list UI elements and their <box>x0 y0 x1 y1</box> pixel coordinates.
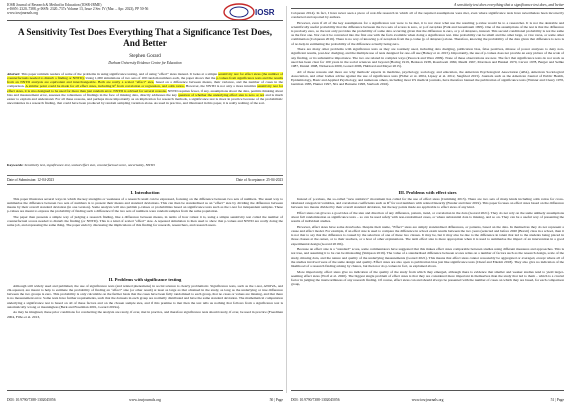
section-1-body <box>7 197 283 229</box>
page-divider <box>286 6 287 393</box>
paragraph: Colquoun 2014). In fact, I have never seen a piece of real-life research in which all of the required assumptions were met, even where significance tests have nevertheless been incorrectly conducted and reported by authors. <box>291 11 564 20</box>
footer-page: 50 | Page <box>269 398 283 402</box>
highlighted-text: sensitivity test for effect sizes, it is also designed to be used for more than just random error. NNTD is advised for several reasons. <box>7 84 283 93</box>
logo-text: IOSR <box>255 8 275 17</box>
paragraph: There are many other problems with significance tests as they are routinely used, including data dredging, publication bias, false positives, misuse of power analyses to deny non-significant results, post-hoc dredging, and the multiple use of tests designed for one-off use (Halsey et al. 2015). Importantly, the use of p-values does not provide an easy picture of the scale of any finding, or its substantive importance. The two are related in complex ways (Peacock and Ware 2009). None of these observations are new. The fact that significance tests do not work as used has been clear for 100 years in the social sciences and beyond (Boring 1919, Berkson 1938, Rozeboom 1960, Meehl 1967, Morrison and Henkel 1970, Carver 1978, Berger and Sellke 1987, Daniel 1998, Nickerson 2000, Gorard 2006, Hubbard and Meyer 2015). <box>291 47 564 68</box>
dates-rule-bottom <box>7 184 283 185</box>
abstract-text: Using 1,000 simulations of two sets of 100 random numbers each, the paper shows that the <box>84 76 217 81</box>
header-rule <box>291 8 564 9</box>
footer-rule <box>291 390 564 391</box>
keywords-text: Sensitivity test, significance test, scaled effect size, counterfactual score, uncertainty, NNTD <box>23 163 155 167</box>
footer-rule <box>7 390 283 391</box>
dates-rule-top <box>7 175 283 176</box>
right-body-bottom <box>291 197 564 288</box>
keywords-label: Keywords: <box>7 163 24 167</box>
author-affiliation: Durham University Evidence Centre for Education <box>108 61 182 65</box>
left-page <box>7 0 283 403</box>
paragraph: Effect sizes can give us a good idea of the size and direction of any difference, pattern, trend, or correlation in the data (Gorard 2021). They do not rely on the same unlikely assumptions about full randomisation as significance tests – so can be used safely with non-randomised cases, or where substantial data is missing, and so on. They can be a useful way of presenting the results of individual studies. <box>291 210 564 224</box>
header-rule <box>7 20 283 21</box>
footer-site: www.iosrjournals.org <box>411 398 444 402</box>
highlighted-text: A similar point could be made for all effect sizes, including R² from correlation or regression, and odds ratios. <box>25 84 185 89</box>
date-accepted: Date of Acceptance: 25-04-2023 <box>236 178 283 182</box>
footer-doi: DOI: 10.9790/7388-1302045056 <box>291 398 340 402</box>
abstract-text: NNTD requires fewer, if any, assumptions about the data, permits thinking about bias and measurement error, assesses the robustness of findings in the face of missing data, directly addresses the key <box>7 88 283 97</box>
abstract-text: and is much easier to explain and understand. For all these reasons, and perhaps more importantly as an implication for research methods, a significance test is moot in practice because of the probabilistic uncertainties in a research finding, that could have been produced by random sampling variation alone. As used in practice, and illustrated in this paper, it is really nothing of the sort. <box>7 92 283 106</box>
paragraph: As may be imagined, these prior conditions for conducting the analysis are rarely, if ever, met in practice, and therefore significance tests should rarely, if ever, be used in practice (Freedman 2004, Filho et al. 2013, <box>7 310 283 319</box>
highlighted-text: sensitivity test for effect sizes (the number of counterfactuals needed to disturb a finding or NNTD). <box>7 72 283 81</box>
section-1-title: I. Introduction <box>130 190 160 195</box>
paragraph: More importantly, effect sizes give no indication of the quality of the study from which they emerged, although there is evidence that smaller and weaker studies tend to yield larger-seeming effect sizes (Wolf et al. 2020). The biggest single problem of effect sizes is that they are considered more important in themselves than the study that led to them – which is a crucial factor in judging the trustworthiness of any research finding. Of course, effect sizes can and should always be presented with the number of cases on which they are based, for each comparison group, <box>291 269 564 286</box>
highlighted-text: p-values from significance tests and the results from an NNTD analysis are equivalent and interchangeable. Both are really a scaled “effect” size, <box>7 76 283 85</box>
keywords <box>7 163 283 167</box>
section-2-body <box>7 284 283 320</box>
right-page <box>291 0 564 403</box>
paragraph: However, even if all of the key assumptions for a significance test were to be met, it is not clear what use the resulting p-value would be to a researcher. It is not the desirable and scientifically useful probability that the difference between the two sets of scores is zero, or p of zero|data (Falk and Greenbaum 1995). One of the assumptions of the test is that the difference is precisely zero, so the test only provides the probability of some data occurring given that the difference is zero, or p of data|zero, instead. This second conditional probability is not the same as the first one. Nor can it be converted into the first one with the facts available when doing a significance test. One probability can be small and the other large, or vice versa, or some other combination (Colquoun 2016). There is no way of knowing p of zero|data from the p-value (p of data|zero) alone. Therefore, knowing the probability of the data given that difference is zero is of no help in estimating the probability of the difference actually being zero. <box>291 20 564 46</box>
journal-logo <box>221 2 281 22</box>
paragraph: This paper illustrates several ways in which the key strengths or weakness of a research result can be expressed, focusing on the difference between two sets of numbers. The usual way to summarise the difference between two sets of numbers is to present their means and standard deviations. This can then be standardised as an “effect” size by dividing the difference between means by their overall standard deviation (in one version). Some analysts will also publish p-values or probabilities based on significance tests such as the t-test for independent samples. These p-values are meant to express the probability of finding such a difference if the two sets of numbers were random samples from the same population. <box>7 197 283 214</box>
journal-site: www.iosrjournals.org <box>7 11 39 16</box>
date-submitted: Date of Submission: 12-04-2023 <box>7 178 55 182</box>
author-name: Stephen Gorard <box>129 54 161 59</box>
paragraph: The paper then presents a simple way of judging a research finding, like a difference between means, in terms of how robust it is, using a simple sensitivity test called the number of counterfactual scores needed to disturb the finding (or NNTD). This is a kind of scaled “effect” size. A repeated simulation is then used to show that p-values and NNTD are really doing the same job, and expressing the same thing. The paper ends by discussing the implications of this finding for research, researchers, and research users. <box>7 215 283 228</box>
section-2-title: II. Problems with significance testing <box>108 277 182 282</box>
abstract-text: However, the NNTD is not only a more intuitive <box>184 84 258 89</box>
journal-header <box>7 3 148 16</box>
section-3-title: III. Problems with effect sizes <box>398 190 457 195</box>
footer-site: www.iosrjournals.org <box>129 398 161 402</box>
paper-title: A Sensitivity Test Does Everything That a Significance Test Does, And Better <box>17 27 273 48</box>
abstract-text: This paper reminds readers of some of the problems in using significance testing, and of using “effect” sizes instead. It looks at a simple <box>21 72 219 76</box>
running-head: A sensitivity test does everything that a significance test does, and better <box>453 3 564 7</box>
footer-doi: DOI: 10.9790/7388-1302045056 <box>7 398 56 402</box>
journal-issn: e-ISSN: 2320–7388, p-ISSN: 2320–737x Volume 13, Issue 2 Ser. IV (Mar. – Apr. 2023), PP 50-56 <box>7 7 149 12</box>
footer-page: 51 | Page <box>550 398 564 402</box>
paragraph: Because an effect size is a “standard” score, some commentators have suggested that this makes effect sizes comparable between studies using different measures and approaches. This is not true, and assuming it to be can be misleading (Simpson 2019). The value of a standardised difference between scores relies on a number of factors such as the research design, scale of the study, missing data, and the nature and quality of the underlying measurements (Gorard 2021). This means that effect sizes cannot reasonably be aggregated or averaged, except where all of the studies involved were of the same design and quality. Effect sizes are also open to publication bias just like significance tests (Cheuf and Elkolm 2018). They also give no indication of the likelihood of a research finding arising by chance, but then nor do p-values in fact, as explained above. <box>291 247 564 268</box>
paragraph: Instead of p-values, the so-called “new statistics” movement has called for the use of effect sizes (Cumming 2013). There are two sets of many kinds including odds ratios for cross-tabulated categorical variables, and correlation coefficients such as R² for real numbers with related linearity (Funder and Ozer 2019). This paper focuses on effect sizes based on the difference between two means divided by their overall standard deviation, but the key points made are applicable to effect sizes of any kind. <box>291 197 564 210</box>
paragraph: Although still widely used and published, the use of significance tests (and related phenomena) in social science is clearly problematic. Significance tests, such as the t-test, ANOVA, and chi-squared, are meant to help to estimate the probability of finding an “effect” size (or other result) at least as large as that obtained in the study, as long as the underlying or true difference between the two groups is zero. This probability is only calculable on the further basis that the cases have been fully randomised to each group, that no cases or values are missing, and that there is no measurement error. Some tests have further requirements, such that the datasets in each group are normally distributed and have the same standard deviation. The mathematical computation underlying a significance test is based on all of these factors and on the chosen sample size, and if this premise is met then the test tells us nothing that follows from a significance test is automatically wrong or meaningless (Berk and Freedman 2001, Gorard 2019a). <box>7 284 283 309</box>
highlighted-text: question of whether the underlying effect size is zero or not <box>178 92 265 97</box>
abstract-body <box>7 72 283 105</box>
journal-title: IOSR Journal of Research & Method in Education (IOSR-JRME) <box>7 3 102 7</box>
abstract: Abstract: This paper reminds readers of some of the problems in using significance testing, and of using “effect” sizes instead. It looks at a simple sensitivity test for effect sizes (the number of counterfactuals needed to disturb a finding or NNTD). Using 1,000 simulations of two sets of 100 random numbers each, the paper shows that the p-values from significance tests and the results from an NNTD analysis are equivalent and interchangeable. Both are really a scaled “effect” size, based on a difference between means, their variance, and the number of cases in the comparison. A similar point could be made for all effect sizes, including R² from correlation or regression, and odds ratios. However, the NNTD is not only a more intuitive sensitivity test for effect sizes, it is also designed to be used for more than just random error. NNTD is advised for several reasons. NNTD requires fewer, if any, assumptions about the data, permits thinking about bias and measurement error, assesses the robustness of findings in the face of missing data, directly addresses the key question of whether the underlying effect size is zero or not and is much easier to explain and understand. For all these reasons, and perhaps more importantly as an implication for research methods, a significance test is moot in practice because of the probabilistic uncertainties in a research finding, that could have been produced by random sampling variation alone. As used in practice, and illustrated in this paper, it is really nothing of the sort. <box>7 72 283 106</box>
abstract-text: based on a difference between means, their variance, and the number of cases in the comparison. <box>7 80 283 89</box>
paragraph: All of these reasons and more are why methods' experts in medicine, psychology, sociology, and education, the American Psychological Association (APA), American Sociological Association, and other bodies advise against the use of significance tests (Fidler et al. 2004, Lipsey et al. 2012, Siegfried 2015). Journals such as the American Journal of Public Health, Epidemiology, Basic and Applied Psychology, and numerous others, including most US medical journals, have therefore banned the publication of significance tests (Walster and Cleary 1970, Guttman 1985, Hunter 1997, Nix and Barnette 1998, Sterbach 2016). <box>291 69 564 86</box>
paragraph: However, effect sizes have some drawbacks. Despite their name, “Effect” sizes are simply standardised differences, or patterns, based on the data. In themselves they do not represent a cause and effect model. For example, if an effect size is used to compare the difference in school exam results between the two years (selected and before 2020 (Brexit) class in a school, then it is not that to say that the difference is caused by the selection of one of these two classes. It may be, but it may also be due to the difference in talent that led to the students being placed in those classes at the outset, or to their teachers, or a host of other explanations. The term effect size is more appropriate when it is used to summarise the impact of an intervention in a good experimental design (Gorard 2019b). <box>291 224 564 246</box>
right-body-top <box>291 11 564 88</box>
abstract-label: Abstract <box>7 72 20 76</box>
